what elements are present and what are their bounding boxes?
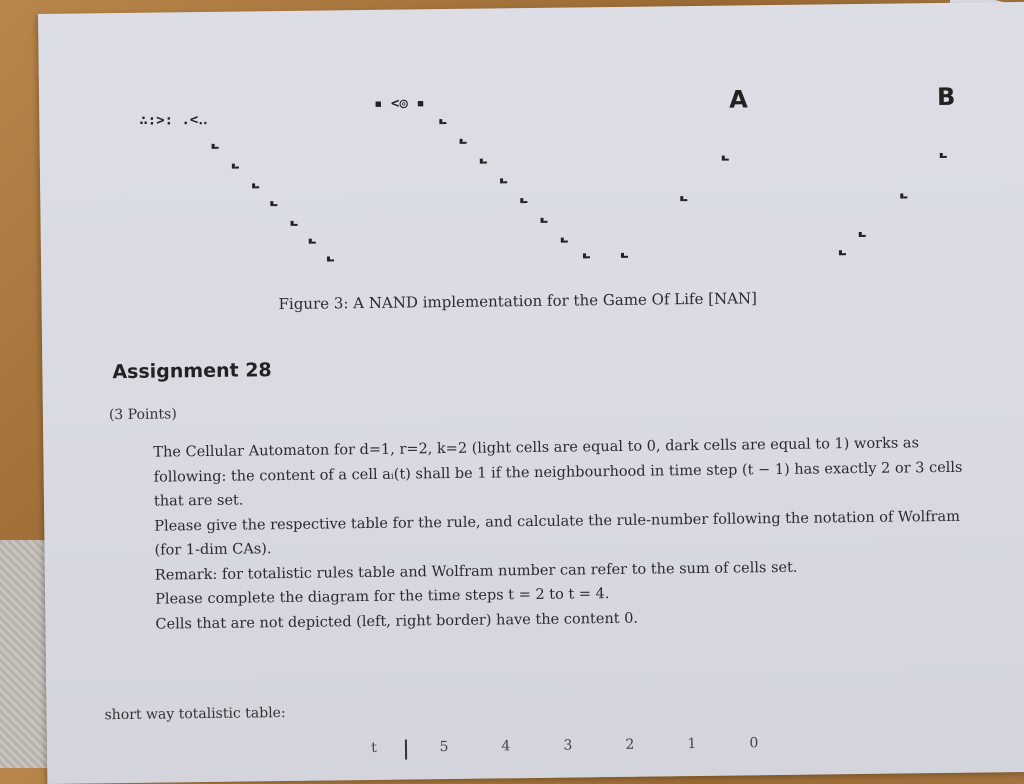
glider [940, 153, 948, 159]
glider-gun-left: ∴:>: .<‥ [139, 111, 208, 129]
glider [500, 178, 508, 184]
glider [309, 239, 317, 245]
input-b-label: B [936, 82, 956, 112]
glider [439, 119, 447, 125]
paragraph-rule: The Cellular Automaton for d=1, r=2, k=2 (light cells are equal to 0, dark cells are equal to 1) works as following: the content of a cell aᵢ(t) shall be 1 if the neighbourhood in time step (t − 1) has exactly 2 or 3 cells that are set. [153, 435, 963, 510]
game-of-life-figure [129, 82, 991, 292]
glider [583, 253, 591, 259]
table-header-cell: 4 [501, 738, 511, 755]
glider [480, 159, 488, 165]
document-page [38, 2, 1024, 784]
assignment-body [153, 431, 965, 637]
glider [232, 164, 240, 170]
glider [460, 139, 468, 145]
glider [621, 253, 629, 259]
glider [859, 232, 867, 238]
table-divider [405, 740, 407, 760]
glider [520, 198, 528, 204]
glider [900, 193, 908, 199]
glider [839, 250, 847, 256]
table-header-cell: 3 [563, 737, 573, 754]
assignment-title: Assignment 28 [112, 359, 272, 384]
table-header-cell: 2 [625, 736, 635, 753]
glider [327, 256, 335, 262]
paragraph-border: Cells that are not depicted (left, right border) have the content 0. [155, 610, 639, 633]
glider [722, 156, 730, 162]
assignment-points: (3 Points) [108, 406, 177, 424]
glider [561, 238, 569, 244]
table-header-cell: t [371, 739, 377, 756]
table-header-cell: 1 [687, 736, 697, 753]
glider [291, 221, 299, 227]
paragraph-diagram: Please complete the diagram for the time steps t = 2 to t = 4. [155, 586, 610, 608]
totalistic-table-header [343, 735, 785, 760]
glider [252, 183, 260, 189]
glider [680, 196, 688, 202]
input-a-label: A [728, 85, 748, 114]
table-header-cell: 5 [439, 739, 449, 756]
paragraph-table-request: Please give the respective table for the rule, and calculate the rule-number following the notation of Wolfram (for 1-dim CAs). [154, 508, 960, 559]
glider [212, 144, 220, 150]
table-header-cell: 0 [749, 735, 759, 752]
paragraph-remark: Remark: for totalistic rules table and Wolfram number can refer to the sum of cells set. [154, 559, 798, 584]
glider [541, 218, 549, 224]
totalistic-table-label: short way totalistic table: [104, 705, 286, 724]
figure-caption: Figure 3: A NAND implementation for the Game Of Life [NAN] [278, 289, 758, 314]
glider-gun-middle: ▪ <◎ ▪ [374, 95, 425, 112]
glider [270, 201, 278, 207]
